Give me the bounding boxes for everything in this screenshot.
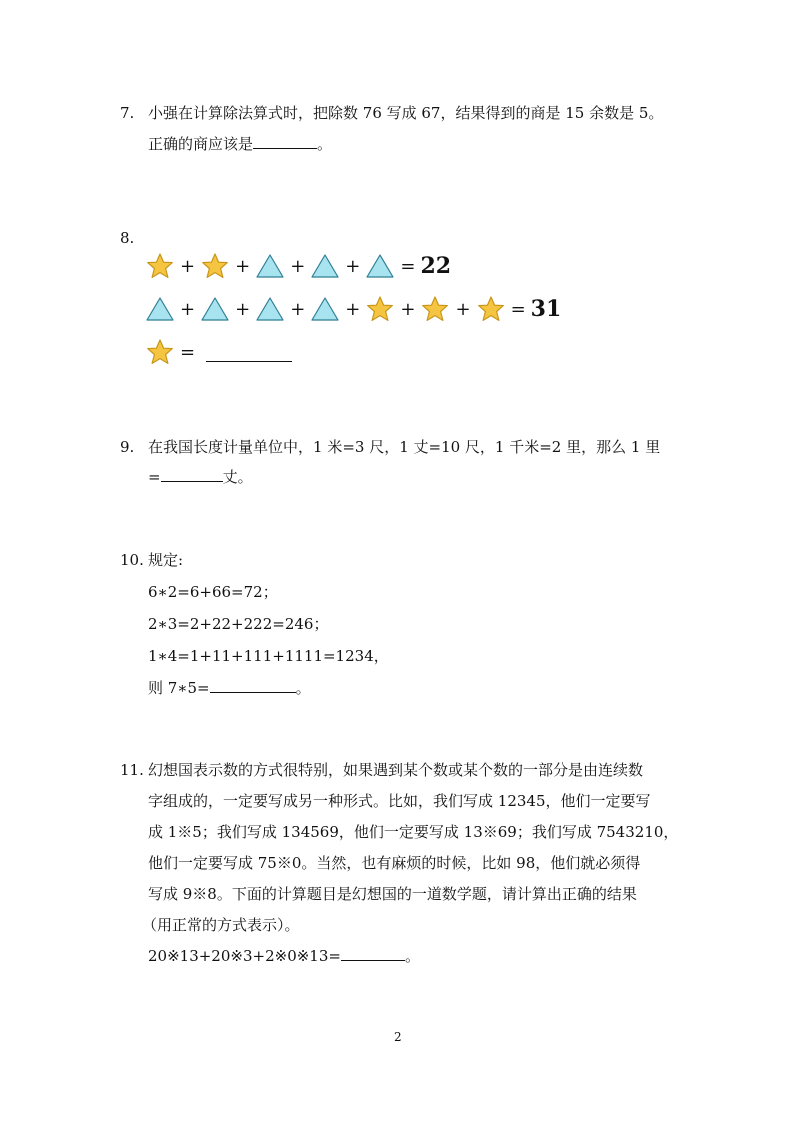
q11-ask-prefix: 20※13+20※3+2※0※13= bbox=[148, 947, 341, 965]
q7-text-line1: 小强在计算除法算式时，把除数 76 写成 67，结果得到的商是 15 余数是 5。 bbox=[148, 104, 664, 122]
q7-line2-prefix: 正确的商应该是 bbox=[148, 135, 254, 153]
star-icon bbox=[365, 294, 395, 324]
star-icon bbox=[420, 294, 450, 324]
plus-sign: + bbox=[345, 255, 361, 277]
q11-text-line: 他们一定要写成 75※0。当然，也有麻烦的时候，比如 98，他们就必须得 bbox=[148, 854, 641, 872]
plus-sign: + bbox=[290, 255, 306, 277]
q10-number: 10. bbox=[120, 551, 144, 569]
q10-rule-line: 1∗4=1+11+111+1111=1234， bbox=[148, 647, 389, 665]
q9-line2-suffix: 丈。 bbox=[222, 468, 253, 486]
plus-sign: + bbox=[345, 298, 361, 320]
q7-answer-blank[interactable] bbox=[253, 134, 317, 149]
q8-equation-1-result: 22 bbox=[420, 253, 452, 279]
plus-sign: + bbox=[400, 298, 416, 320]
q11-text-line: 成 1※5；我们写成 134569，他们一定要写成 13※69；我们写成 7543210， bbox=[148, 823, 679, 841]
equals-sign: = bbox=[180, 341, 196, 363]
star-icon bbox=[145, 337, 175, 367]
triangle-icon bbox=[365, 251, 395, 281]
page-number: 2 bbox=[394, 1030, 402, 1044]
q10-title: 规定: bbox=[148, 551, 184, 569]
q10-ask-line bbox=[148, 678, 311, 698]
q11-ask-suffix: 。 bbox=[404, 947, 420, 965]
q11-answer-blank[interactable] bbox=[341, 946, 405, 961]
star-icon bbox=[200, 251, 230, 281]
q10-rule-line: 6∗2=6+66=72； bbox=[148, 583, 278, 601]
q8-equation-2-result: 31 bbox=[530, 296, 562, 322]
q8-equation-2 bbox=[145, 294, 561, 324]
q8-answer-blank[interactable] bbox=[206, 343, 292, 362]
q9-text-line2 bbox=[148, 467, 253, 487]
q10-ask-suffix: 。 bbox=[295, 679, 311, 697]
plus-sign: + bbox=[235, 298, 251, 320]
triangle-icon bbox=[310, 251, 340, 281]
plus-sign: + bbox=[455, 298, 471, 320]
equals-sign: = bbox=[510, 298, 526, 320]
q10-rule-line: 2∗3=2+22+222=246； bbox=[148, 615, 329, 633]
triangle-icon bbox=[200, 294, 230, 324]
q9-line2-prefix: = bbox=[148, 468, 161, 486]
q7-text-line2 bbox=[148, 134, 332, 154]
q8-number: 8. bbox=[120, 229, 135, 247]
q11-number: 11. bbox=[120, 761, 144, 779]
star-icon bbox=[476, 294, 506, 324]
star-icon bbox=[145, 251, 175, 281]
q8-question-row bbox=[145, 337, 292, 367]
q11-ask-line bbox=[148, 946, 420, 966]
triangle-icon bbox=[310, 294, 340, 324]
q10-answer-blank[interactable] bbox=[210, 678, 296, 693]
q11-text-line: 字组成的，一定要写成另一种形式。比如，我们写成 12345，他们一定要写 bbox=[148, 792, 651, 810]
triangle-icon bbox=[255, 251, 285, 281]
plus-sign: + bbox=[180, 298, 196, 320]
q7-number: 7. bbox=[120, 104, 135, 122]
q8-equation-1 bbox=[145, 251, 451, 281]
q9-text-line1: 在我国长度计量单位中，1 米=3 尺，1 丈=10 尺，1 千米=2 里，那么 1 里 bbox=[148, 438, 661, 456]
plus-sign: + bbox=[290, 298, 306, 320]
equals-sign: = bbox=[400, 255, 416, 277]
triangle-icon bbox=[145, 294, 175, 324]
plus-sign: + bbox=[235, 255, 251, 277]
q11-text-line: 幻想国表示数的方式很特别，如果遇到某个数或某个数的一部分是由连续数 bbox=[148, 761, 644, 779]
q10-ask-prefix: 则 7∗5= bbox=[148, 679, 210, 697]
triangle-icon bbox=[255, 294, 285, 324]
plus-sign: + bbox=[180, 255, 196, 277]
q9-answer-blank[interactable] bbox=[161, 467, 223, 482]
q7-line2-suffix: 。 bbox=[317, 135, 333, 153]
q11-text-line: （用正常的方式表示）。 bbox=[142, 916, 300, 934]
q9-number: 9. bbox=[120, 438, 135, 456]
q11-text-line: 写成 9※8。下面的计算题目是幻想国的一道数学题，请计算出正确的结果 bbox=[148, 885, 637, 903]
